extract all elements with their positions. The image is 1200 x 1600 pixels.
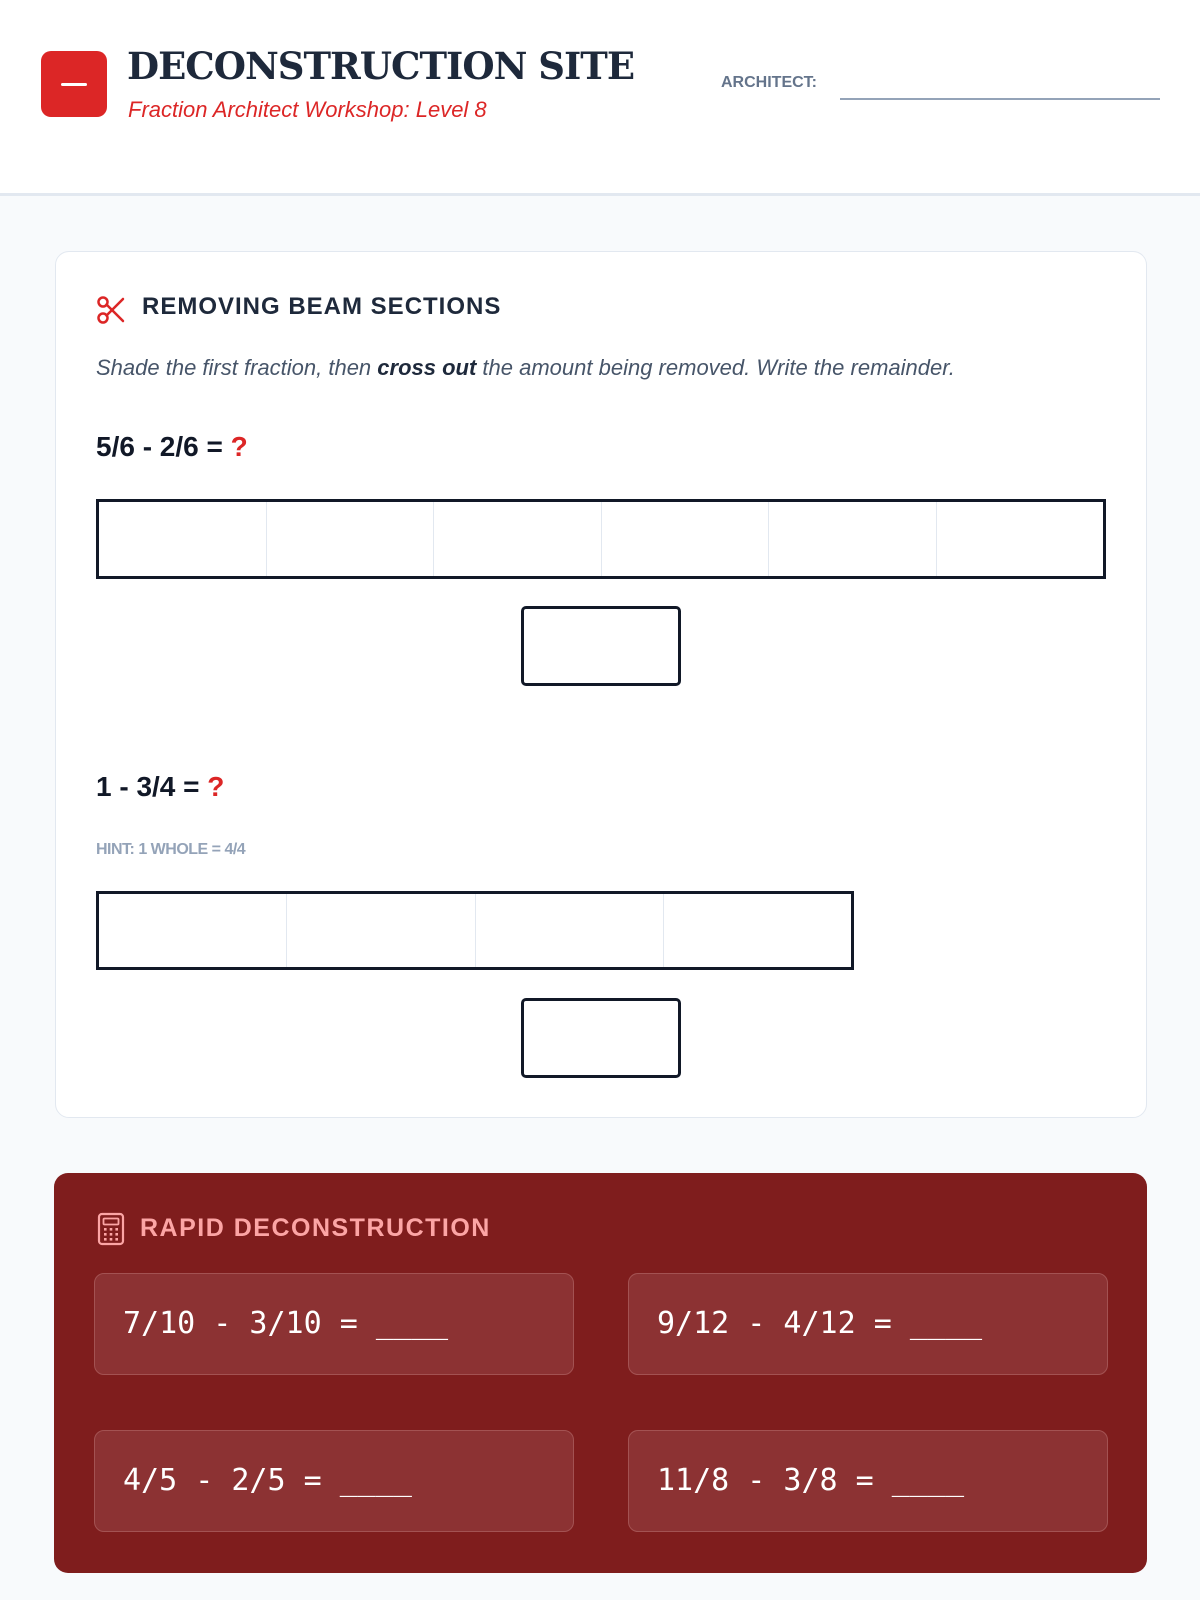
fraction-segment[interactable] bbox=[99, 894, 287, 967]
rapid-problem-card[interactable] bbox=[628, 1430, 1108, 1532]
page-title: DECONSTRUCTION SITE bbox=[127, 44, 635, 88]
section-title: REMOVING BEAM SECTIONS bbox=[142, 293, 502, 320]
rapid-problem-text: 9/12 - 4/12 = ____ bbox=[657, 1306, 983, 1341]
page-header bbox=[0, 0, 1200, 196]
problem-equation: 1 - 3/4 = ? bbox=[96, 771, 225, 802]
rapid-problem-text: 11/8 - 3/8 = ____ bbox=[657, 1463, 965, 1498]
fraction-segment[interactable] bbox=[664, 894, 851, 967]
rapid-problem-card[interactable] bbox=[94, 1273, 574, 1375]
fraction-segment[interactable] bbox=[769, 502, 937, 576]
rapid-section-title: RAPID DECONSTRUCTION bbox=[140, 1214, 491, 1242]
minus-icon bbox=[61, 83, 87, 86]
instructions: Shade the first fraction, then cross out the amount being removed. Write the remainder. bbox=[96, 355, 955, 380]
fraction-segment[interactable] bbox=[602, 502, 770, 576]
calculator-icon bbox=[96, 1212, 126, 1246]
fraction-segment[interactable] bbox=[937, 502, 1104, 576]
hint-text: HINT: 1 WHOLE = 4/4 bbox=[96, 841, 246, 858]
fraction-segment[interactable] bbox=[476, 894, 664, 967]
problem-equation: 5/6 - 2/6 = ? bbox=[96, 431, 248, 462]
architect-label: ARCHITECT: bbox=[721, 74, 817, 91]
architect-name-input[interactable] bbox=[840, 98, 1160, 100]
page-subtitle: Fraction Architect Workshop: Level 8 bbox=[128, 97, 487, 122]
answer-box[interactable] bbox=[521, 606, 681, 686]
fraction-bar[interactable] bbox=[96, 499, 1106, 579]
scissors-icon bbox=[96, 295, 126, 325]
fraction-segment[interactable] bbox=[267, 502, 435, 576]
rapid-problem-text: 4/5 - 2/5 = ____ bbox=[123, 1463, 412, 1498]
rapid-problem-card[interactable] bbox=[628, 1273, 1108, 1375]
rapid-problem-text: 7/10 - 3/10 = ____ bbox=[123, 1306, 449, 1341]
fraction-segment[interactable] bbox=[434, 502, 602, 576]
fraction-segment[interactable] bbox=[287, 894, 475, 967]
rapid-problem-card[interactable] bbox=[94, 1430, 574, 1532]
fraction-segment[interactable] bbox=[99, 502, 267, 576]
answer-box[interactable] bbox=[521, 998, 681, 1078]
fraction-bar[interactable] bbox=[96, 891, 854, 970]
logo bbox=[41, 51, 107, 117]
